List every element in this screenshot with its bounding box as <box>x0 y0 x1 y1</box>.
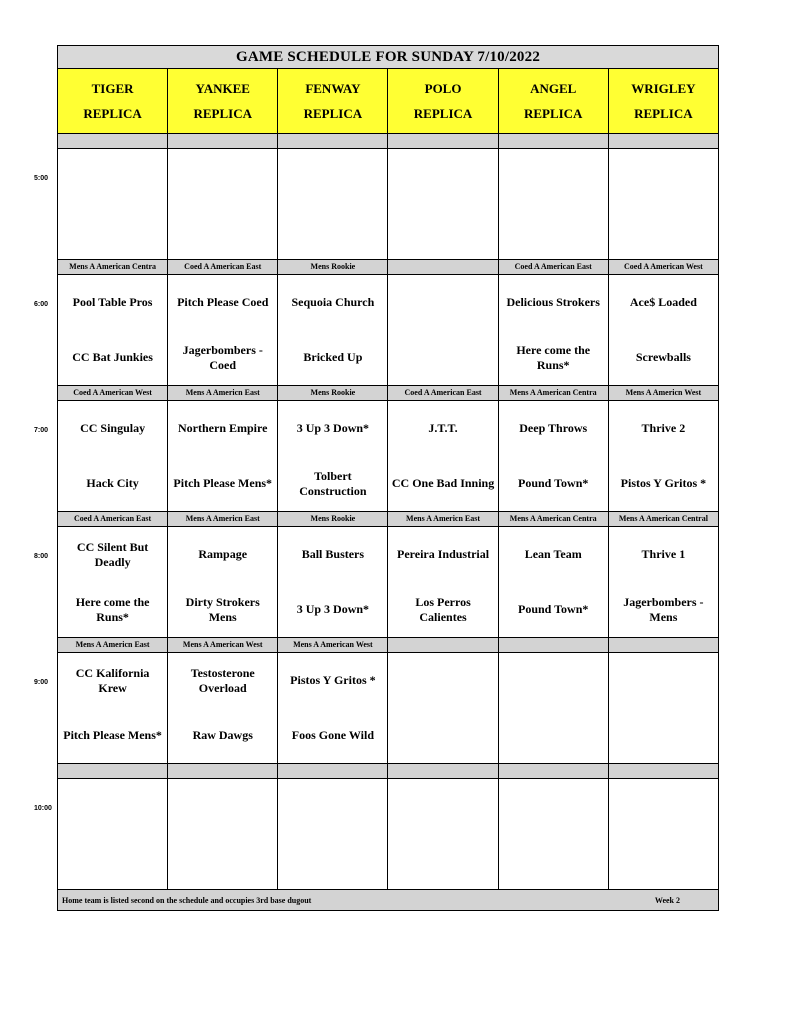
game-slot <box>168 275 278 386</box>
matchup <box>499 653 608 763</box>
division-label: Mens A Americn East <box>168 386 278 401</box>
matchup <box>499 527 608 637</box>
game-slot <box>58 779 168 890</box>
field-header <box>168 69 278 134</box>
schedule-table <box>57 45 719 911</box>
matchup <box>168 275 277 385</box>
game-slot <box>58 527 168 638</box>
matchup <box>499 149 608 259</box>
time-label: 8:00 <box>34 553 49 561</box>
matchup <box>278 779 387 889</box>
away-team <box>58 779 167 834</box>
game-slot <box>608 275 718 386</box>
game-row <box>58 149 719 260</box>
game-row <box>58 401 719 512</box>
home-team: Here come the Runs* <box>75 594 150 624</box>
matchup <box>278 401 387 511</box>
division-label <box>58 134 168 149</box>
time-label: 10:00 <box>34 805 52 813</box>
division-label <box>498 134 608 149</box>
matchup <box>388 401 497 511</box>
home-team: Here come the Runs* <box>516 342 591 372</box>
game-slot <box>498 401 608 512</box>
field-subtitle: REPLICA <box>634 106 693 121</box>
away-team: Testosterone Overload <box>190 665 255 695</box>
division-label: Mens Rookie <box>278 512 388 527</box>
away-team <box>168 779 277 834</box>
game-row <box>58 527 719 638</box>
away-team <box>168 149 277 204</box>
game-slot <box>388 401 498 512</box>
matchup <box>278 653 387 763</box>
field-subtitle: REPLICA <box>303 106 363 121</box>
field-subtitle: REPLICA <box>83 106 142 121</box>
away-team: Pool Table Pros <box>72 295 153 309</box>
division-label: Mens A American Centra <box>498 512 608 527</box>
time-label: 9:00 <box>34 679 49 687</box>
home-team <box>168 204 277 259</box>
away-team <box>388 275 497 330</box>
division-label <box>168 134 278 149</box>
division-label: Mens A Americn East <box>58 638 168 653</box>
game-slot <box>388 653 498 764</box>
home-team: CC One Bad Inning <box>391 476 495 490</box>
home-team <box>388 330 497 385</box>
game-slot <box>388 275 498 386</box>
division-label <box>278 764 388 779</box>
field-header <box>58 69 168 134</box>
home-team <box>388 204 497 259</box>
away-team: Pitch Please Coed <box>177 295 269 309</box>
division-label <box>608 638 718 653</box>
away-team: Lean Team <box>524 547 582 561</box>
division-label <box>388 134 498 149</box>
time-label: 6:00 <box>34 301 49 309</box>
home-team <box>609 708 718 763</box>
matchup <box>499 779 608 889</box>
matchup <box>609 653 718 763</box>
division-label <box>498 638 608 653</box>
home-team <box>609 204 718 259</box>
division-label: Coed A American East <box>498 260 608 275</box>
time-label: 5:00 <box>34 175 49 183</box>
game-slot <box>498 527 608 638</box>
home-team: 3 Up 3 Down* <box>296 602 370 616</box>
game-slot <box>168 653 278 764</box>
matchup <box>168 149 277 259</box>
game-slot <box>278 779 388 890</box>
home-team: Screwballs <box>635 350 691 364</box>
game-slot <box>168 401 278 512</box>
game-slot <box>168 527 278 638</box>
time-label: 7:00 <box>34 427 49 435</box>
away-team <box>278 779 387 834</box>
footer-cell <box>58 890 719 911</box>
game-row <box>58 653 719 764</box>
home-team <box>278 834 387 889</box>
division-label: Coed A American West <box>608 260 718 275</box>
matchup <box>388 779 497 889</box>
matchup <box>278 149 387 259</box>
matchup <box>58 149 167 259</box>
away-team: Delicious Strokers <box>506 295 600 309</box>
division-label: Mens A American Centra <box>498 386 608 401</box>
division-label: Mens A American West <box>168 638 278 653</box>
away-team <box>609 653 718 708</box>
matchup <box>58 527 167 637</box>
home-team <box>499 834 608 889</box>
field-header <box>608 69 718 134</box>
game-slot <box>168 149 278 260</box>
game-slot <box>388 779 498 890</box>
division-label: Mens Rookie <box>278 260 388 275</box>
division-label <box>608 134 718 149</box>
division-label: Mens A Americn East <box>168 512 278 527</box>
away-team: Sequoia Church <box>291 295 375 309</box>
home-team: CC Bat Junkies <box>72 350 153 364</box>
game-row <box>58 779 719 890</box>
division-row <box>58 512 719 527</box>
matchup <box>499 401 608 511</box>
division-label <box>498 764 608 779</box>
division-label: Coed A American East <box>388 386 498 401</box>
game-slot <box>58 149 168 260</box>
schedule-title: GAME SCHEDULE FOR SUNDAY 7/10/2022 <box>58 46 719 69</box>
division-label: Coed A American East <box>58 512 168 527</box>
game-slot <box>278 275 388 386</box>
division-label: Mens Rookie <box>278 386 388 401</box>
home-team: Jagerbombers - Coed <box>182 342 263 372</box>
division-label <box>388 260 498 275</box>
matchup <box>168 779 277 889</box>
away-team <box>499 779 608 834</box>
home-team <box>58 204 167 259</box>
away-team <box>499 653 608 708</box>
matchup <box>388 275 497 385</box>
home-team: Los Perros Calientes <box>415 594 471 624</box>
game-slot <box>58 653 168 764</box>
field-header <box>388 69 498 134</box>
away-team: CC Kalifornia Krew <box>75 665 150 695</box>
division-label <box>608 764 718 779</box>
home-team: Jagerbombers - Mens <box>623 594 704 624</box>
game-slot <box>608 401 718 512</box>
home-team: Pitch Please Mens* <box>63 728 162 742</box>
matchup <box>499 275 608 385</box>
matchup <box>168 653 277 763</box>
division-label: Mens A American Central <box>608 512 718 527</box>
home-team: Hack City <box>86 476 139 490</box>
game-slot <box>608 653 718 764</box>
field-name: ANGEL <box>530 81 577 96</box>
matchup <box>609 149 718 259</box>
away-team: Ball Busters <box>301 547 365 561</box>
home-team: Dirty Strokers Mens <box>185 594 260 624</box>
matchup <box>278 527 387 637</box>
week-label: Week 2 <box>654 895 680 905</box>
division-row <box>58 386 719 401</box>
home-team: Pitch Please Mens* <box>173 476 273 490</box>
game-slot <box>498 653 608 764</box>
matchup <box>58 653 167 763</box>
away-team: CC Silent But Deadly <box>76 539 149 569</box>
matchup <box>168 401 277 511</box>
matchup <box>609 779 718 889</box>
game-slot <box>58 401 168 512</box>
footer-row <box>58 890 719 911</box>
home-team <box>278 204 387 259</box>
division-row <box>58 134 719 149</box>
away-team: Rampage <box>198 547 248 561</box>
home-team: Pound Town* <box>518 476 589 490</box>
away-team <box>58 149 167 204</box>
away-team <box>388 149 497 204</box>
home-team: Pistos Y Gritos * <box>620 476 707 490</box>
home-team <box>609 834 718 889</box>
game-slot <box>388 149 498 260</box>
field-header <box>278 69 388 134</box>
game-slot <box>498 149 608 260</box>
matchup <box>609 401 718 511</box>
matchup <box>58 275 167 385</box>
game-slot <box>608 779 718 890</box>
division-label: Mens A Americn East <box>388 512 498 527</box>
game-slot <box>168 779 278 890</box>
home-team <box>499 708 608 763</box>
away-team <box>278 149 387 204</box>
matchup <box>58 779 167 889</box>
division-label: Coed A American West <box>58 386 168 401</box>
home-team: Pound Town* <box>518 602 589 616</box>
matchup <box>609 527 718 637</box>
game-slot <box>388 527 498 638</box>
game-slot <box>278 401 388 512</box>
away-team: 3 Up 3 Down* <box>296 421 370 435</box>
home-team <box>388 708 497 763</box>
away-team: Thrive 2 <box>641 421 686 435</box>
field-subtitle: REPLICA <box>193 106 252 121</box>
away-team <box>388 653 497 708</box>
matchup <box>388 653 497 763</box>
game-slot <box>278 527 388 638</box>
division-row <box>58 764 719 779</box>
footer-note: Home team is listed second on the schedule and occupies 3rd base dugout <box>62 895 312 905</box>
home-team: Raw Dawgs <box>192 728 253 742</box>
matchup <box>168 527 277 637</box>
away-team: Thrive 1 <box>641 547 686 561</box>
game-slot <box>608 527 718 638</box>
away-team: Deep Throws <box>519 421 588 435</box>
away-team: Pistos Y Gritos * <box>290 673 376 687</box>
division-label: Mens A American West <box>278 638 388 653</box>
home-team: Foos Gone Wild <box>291 728 375 742</box>
field-name: TIGER <box>91 81 134 96</box>
division-label <box>388 638 498 653</box>
division-label <box>58 764 168 779</box>
game-slot <box>498 275 608 386</box>
division-label <box>388 764 498 779</box>
home-team <box>499 204 608 259</box>
away-team <box>609 149 718 204</box>
division-label: Mens A American Centra <box>58 260 168 275</box>
division-row <box>58 638 719 653</box>
away-team: Pereira Industrial <box>396 547 490 561</box>
matchup <box>609 275 718 385</box>
field-name: POLO <box>424 81 462 96</box>
away-team: J.T.T. <box>428 421 458 435</box>
matchup <box>388 149 497 259</box>
field-name: WRIGLEY <box>631 81 696 96</box>
matchup <box>278 275 387 385</box>
division-label <box>278 134 388 149</box>
away-team <box>499 149 608 204</box>
game-slot <box>608 149 718 260</box>
game-slot <box>498 779 608 890</box>
matchup <box>58 401 167 511</box>
game-slot <box>278 149 388 260</box>
away-team <box>388 779 497 834</box>
division-label: Mens A Americn West <box>608 386 718 401</box>
field-subtitle: REPLICA <box>413 106 473 121</box>
away-team: Ace$ Loaded <box>629 295 697 309</box>
field-name: YANKEE <box>195 81 250 96</box>
field-subtitle: REPLICA <box>523 106 583 121</box>
home-team: Bricked Up <box>303 350 363 364</box>
field-header <box>498 69 608 134</box>
away-team <box>609 779 718 834</box>
home-team <box>58 834 167 889</box>
away-team: Northern Empire <box>178 421 268 435</box>
game-slot <box>278 653 388 764</box>
game-row <box>58 275 719 386</box>
division-label <box>168 764 278 779</box>
away-team: CC Singulay <box>80 421 146 435</box>
division-row <box>58 260 719 275</box>
game-slot <box>58 275 168 386</box>
home-team <box>388 834 497 889</box>
field-name: FENWAY <box>305 81 361 96</box>
division-label: Coed A American East <box>168 260 278 275</box>
home-team <box>168 834 277 889</box>
matchup <box>388 527 497 637</box>
home-team: Tolbert Construction <box>299 468 367 498</box>
